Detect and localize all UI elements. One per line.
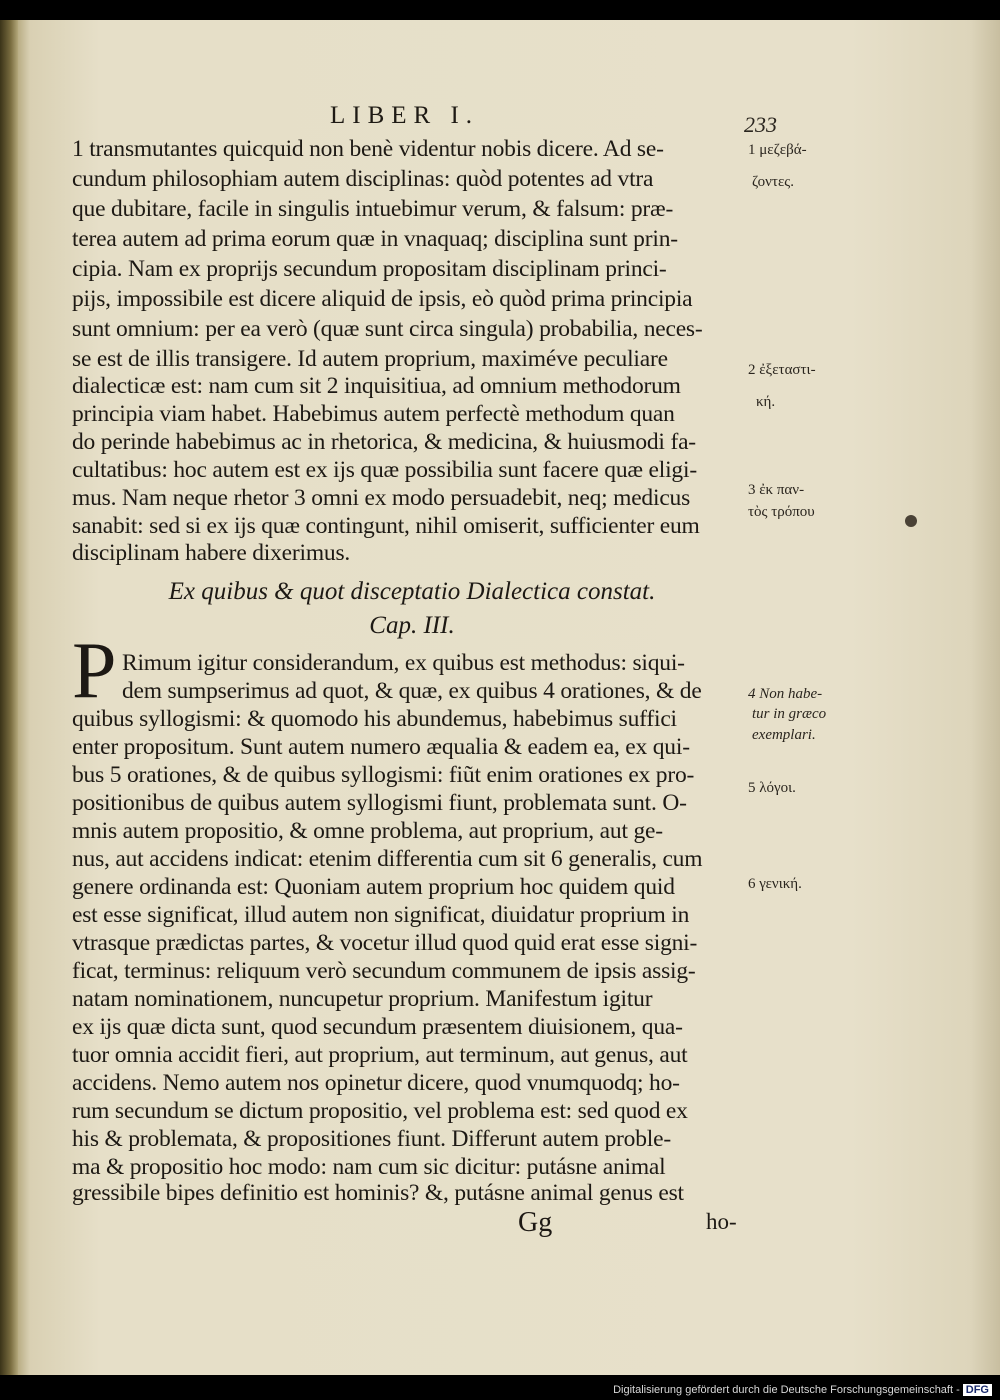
text-line: ma & propositio hoc modo: nam cum sic dicitur: putásne animal [72,1154,666,1180]
text-line: nus, aut accidens indicat: etenim differentia cum sit 6 generalis, cum [72,846,703,872]
margin-note: 5 λόγοι. [748,780,796,796]
text-line: tuor omnia accidit fieri, aut proprium, aut terminum, aut genus, aut [72,1042,688,1068]
text-line: dem sumpserimus ad quot, & quæ, ex quibus 4 orationes, & de [122,678,702,704]
text-line: ex ijs quæ dicta sunt, quod secundum præsentem diuisionem, qua- [72,1014,683,1040]
margin-note: 3 ἐκ παν- [748,482,805,498]
text-line: enter propositum. Sunt autem numero æqualia & eadem ea, ex qui- [72,734,690,760]
text-line: accidens. Nemo autem nos opinetur dicere, quod vnumquodq; ho- [72,1070,680,1096]
ink-spot [905,515,917,527]
text-line: terea autem ad prima eorum quæ in vnaquaq; disciplina sunt prin- [72,226,678,252]
margin-note: κή. [756,394,776,410]
running-head: LIBER I. [330,102,480,129]
margin-note: exemplari. [752,727,816,743]
funding-credit [613,1384,992,1396]
text-line: principia viam habet. Habebimus autem perfectè methodum quan [72,401,675,427]
text-line: vtrasque prædictas partes, & vocetur illud quod quid erat esse signi- [72,930,698,956]
text-line: dialecticæ est: nam cum sit 2 inquisitiua, ad omnium methodorum [72,373,681,399]
margin-note: 1 μεζεβά- [748,142,807,158]
drop-initial: P [72,627,117,715]
book-spine [0,20,18,1375]
text-line: se est de illis transigere. Id autem proprium, maximéve peculiare [72,346,668,372]
text-line: genere ordinanda est: Quoniam autem proprium hoc quidem quid [72,874,675,900]
text-line: cipia. Nam ex proprijs secundum propositam disciplinam princi- [72,256,667,282]
text-line: disciplinam habere dixerimus. [72,540,351,566]
catchword: ho- [706,1209,737,1234]
text-line: quibus syllogismi: & quomodo his abundemus, habebimus suffici [72,706,677,732]
text-line: mnis autem propositio, & omne problema, aut proprium, aut ge- [72,818,663,844]
text-line: sunt omnium: per ea verò (quæ sunt circa singula) probabilia, neces- [72,316,703,342]
chapter-number: Cap. III. [369,612,455,639]
margin-note: tur in græco [752,706,827,722]
chapter-title: Ex quibus & quot disceptatio Dialectica constat. [168,578,656,605]
text-line: positionibus de quibus autem syllogismi fiunt, problemata sunt. O- [72,790,687,816]
text-line: do perinde habebimus ac in rhetorica, & medicina, & huiusmodi fa- [72,429,696,455]
text-line: bus 5 orationes, & de quibus syllogismi: fiũt enim orationes ex pro- [72,762,695,788]
text-line: que dubitare, facile in singulis intuebimur verum, & falsum: præ- [72,196,674,222]
text-line: gressibile bipes definitio est hominis? &, putásne animal genus est [72,1180,684,1206]
text-line: Rimum igitur considerandum, ex quibus est methodus: siqui- [122,650,685,676]
text-line: 1 transmutantes quicquid non benè videntur nobis dicere. Ad se- [72,136,664,162]
dfg-logo: DFG [963,1384,992,1396]
text-line: mus. Nam neque rhetor 3 omni ex modo persuadebit, neq; medicus [72,485,691,511]
text-line: cundum philosophiam autem disciplinas: quòd potentes ad vtra [72,166,654,192]
text-line: ficat, terminus: reliquum verò secundum communem de ipsis assig- [72,958,696,984]
text-line: cultatibus: hoc autem est ex ijs quæ possibilia sunt facere quæ eligi- [72,457,697,483]
text-line: his & problemata, & propositiones fiunt. Differunt autem proble- [72,1126,671,1152]
folio-number: 233 [744,112,777,137]
text-line: pijs, impossibile est dicere aliquid de ipsis, eò quòd prima principia [72,286,693,312]
signature-mark: Gg [518,1207,553,1238]
margin-note: τὸς τρόπου [748,504,815,520]
text-line: natam nominationem, nuncupetur proprium. Manifestum igitur [72,986,653,1012]
text-line: est esse significat, illud autem non significat, diuidatur proprium in [72,902,690,928]
margin-note: 6 γενική. [748,876,802,892]
margin-note: ζοντες. [752,174,794,190]
text-line: rum secundum se dictum propositio, vel problema est: sed quod ex [72,1098,688,1124]
funding-text: Digitalisierung gefördert durch die Deutsche Forschungsgemeinschaft - [613,1384,960,1396]
margin-note: 4 Non habe- [748,686,823,702]
margin-note: 2 ἐξεταστι- [748,362,816,378]
text-line: sanabit: sed si ex ijs quæ contingunt, nihil omiserit, sufficienter eum [72,513,700,539]
